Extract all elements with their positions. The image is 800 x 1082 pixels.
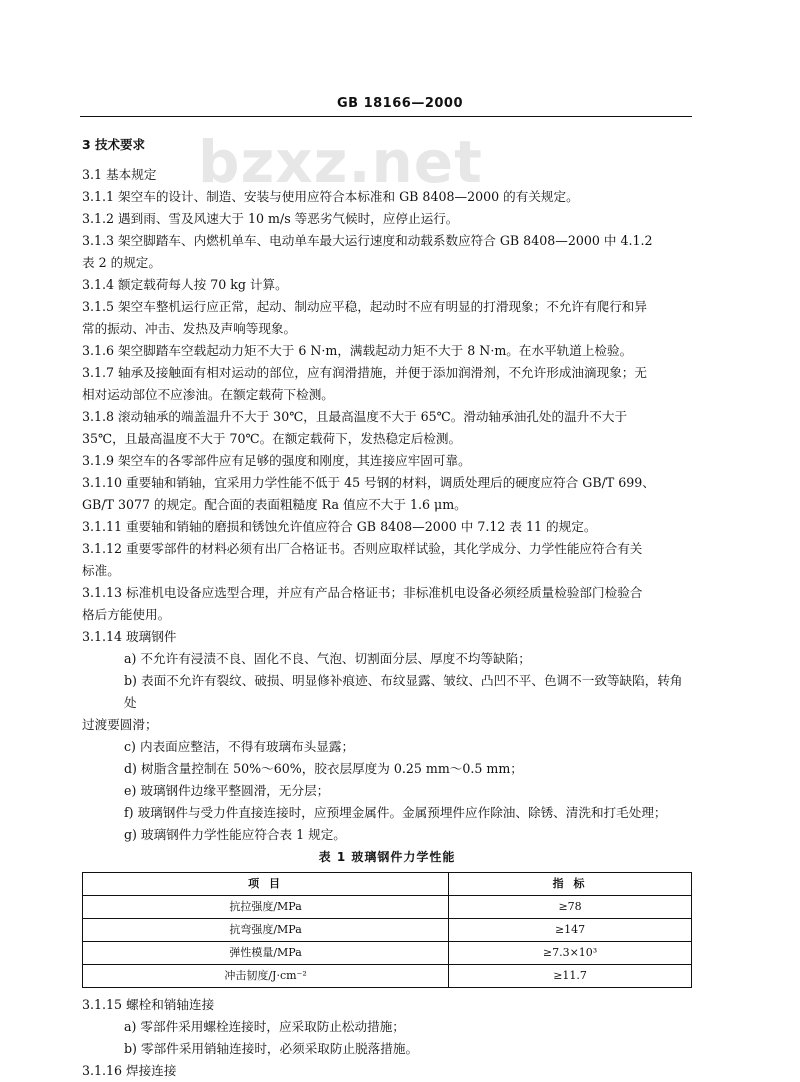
clause-3-1-5-cont: 常的振动、冲击、发热及声响等现象。: [82, 321, 297, 336]
item-a: a) 不允许有浸渍不良、固化不良、气泡、切割面分层、厚度不均等缺陷；: [124, 651, 531, 666]
document-body: [82, 130, 692, 1082]
cell-value: ≥11.7: [449, 965, 692, 988]
clause-3-1-10: 3.1.10 重要轴和销轴，宜采用力学性能不低于 45 号钢的材料，调质处理后的硬度应符合 GB/T 699、: [82, 475, 655, 490]
clause-3-1-13-cont: 格后方能使用。: [82, 607, 171, 622]
clause-3-1-13: 3.1.13 标准机电设备应选型合理，并应有产品合格证书；非标准机电设备必须经质量检验部门检验合: [82, 585, 643, 600]
clause-3-1-5: 3.1.5 架空车整机运行应正常，起动、制动应平稳，起动时不应有明显的打滑现象；不允许有爬行和异: [82, 299, 647, 314]
item-a-bolt: a) 零部件采用螺栓连接时，应采取防止松动措施；: [124, 1019, 405, 1034]
clause-3-1-3: 3.1.3 架空脚踏车、内燃机单车、电动单车最大运行速度和动载系数应符合 GB 8408—2000 中 4.1.2: [82, 233, 653, 248]
table-row: [83, 965, 692, 988]
cell-item: 抗弯强度/MPa: [83, 919, 449, 942]
table-row: [83, 919, 692, 942]
item-f: f) 玻璃钢件与受力件直接连接时，应预埋金属件。金属预埋件应作除油、除锈、清洗和打毛处理；: [124, 805, 667, 820]
header-rule: [80, 116, 692, 117]
clause-3-1-16: 3.1.16 焊接连接: [82, 1063, 177, 1078]
item-e: e) 玻璃钢件边缘平整圆滑，无分层；: [124, 783, 330, 798]
cell-item: 弹性模量/MPa: [83, 942, 449, 965]
clause-3-1-2: 3.1.2 遇到雨、雪及风速大于 10 m/s 等恶劣气候时，应停止运行。: [82, 211, 459, 226]
clause-3-1-12: 3.1.12 重要零部件的材料必须有出厂合格证书。否则应取样试验，其化学成分、力学性能应符合有关: [82, 541, 643, 556]
item-c: c) 内表面应整洁，不得有玻璃布头显露；: [124, 739, 355, 754]
table-caption: 表 1 玻璃钢件力学性能: [318, 850, 456, 864]
item-b: b) 表面不允许有裂纹、破损、明显修补痕迹、布纹显露、皱纹、凸凹不平、色调不一致等缺陷，转角处: [124, 673, 683, 710]
standard-number: GB 18166—2000: [336, 96, 463, 111]
watermark: bzxz.net: [198, 128, 483, 196]
clause-3-1-8: 3.1.8 滚动轴承的端盖温升不大于 30℃，且最高温度不大于 65℃。滑动轴承油孔处的温升不大于: [82, 409, 628, 424]
clause-3-1-11: 3.1.11 重要轴和销轴的磨损和锈蚀允许值应符合 GB 8408—2000 中 7.12 表 11 的规定。: [82, 519, 597, 534]
item-b-pin: b) 零部件采用销轴连接时，必须采取防止脱落措施。: [124, 1041, 419, 1056]
clause-3-1-10-cont: GB/T 3077 的规定。配合面的表面粗糙度 Ra 值应不大于 1.6 μm。: [82, 497, 467, 512]
clause-3-1-9: 3.1.9 架空车的各零部件应有足够的强度和刚度，其连接应牢固可靠。: [82, 453, 471, 468]
clause-3-1-8-cont: 35℃，且最高温度不大于 70℃。在额定载荷下，发热稳定后检测。: [82, 431, 462, 446]
item-d: d) 树脂含量控制在 50%～60%，胶衣层厚度为 0.25 mm～0.5 mm；: [124, 761, 523, 776]
properties-table: [82, 872, 692, 988]
clause-3-1-7-cont: 相对运动部位不应渗油。在额定载荷下检测。: [82, 387, 334, 402]
clause-3-1-4: 3.1.4 额定载荷每人按 70 kg 计算。: [82, 277, 288, 292]
clause-3-1-15: 3.1.15 螺栓和销轴连接: [82, 997, 215, 1012]
header-value: 指 标: [449, 873, 692, 896]
clause-3-1-3-cont: 表 2 的规定。: [82, 255, 161, 270]
section-heading: 3 技术要求: [82, 137, 146, 152]
cell-item: 冲击韧度/J·cm⁻²: [83, 965, 449, 988]
cell-value: ≥78: [449, 896, 692, 919]
cell-item: 抗拉强度/MPa: [83, 896, 449, 919]
item-b-cont: 过渡要圆滑；: [82, 717, 158, 732]
subsection-heading: 3.1 基本规定: [82, 167, 157, 182]
cell-value: ≥7.3×10³: [449, 942, 692, 965]
cell-value: ≥147: [449, 919, 692, 942]
header-item: 项 目: [83, 873, 449, 896]
item-g: g) 玻璃钢件力学性能应符合表 1 规定。: [124, 827, 346, 842]
table-row: [83, 942, 692, 965]
table-header-row: [83, 873, 692, 896]
clause-3-1-1: 3.1.1 架空车的设计、制造、安装与使用应符合本标准和 GB 8408—2000 的有关规定。: [82, 189, 579, 204]
clause-3-1-6: 3.1.6 架空脚踏车空载起动力矩不大于 6 N·m，满载起动力矩不大于 8 N·m。在水平轨道上检验。: [82, 343, 633, 358]
table-row: [83, 896, 692, 919]
clause-3-1-7: 3.1.7 轴承及接触面有相对运动的部位，应有润滑措施，并便于添加润滑剂，不允许形成油滴现象；无: [82, 365, 647, 380]
clause-3-1-12-cont: 标准。: [82, 563, 120, 578]
clause-3-1-14: 3.1.14 玻璃钢件: [82, 629, 177, 644]
